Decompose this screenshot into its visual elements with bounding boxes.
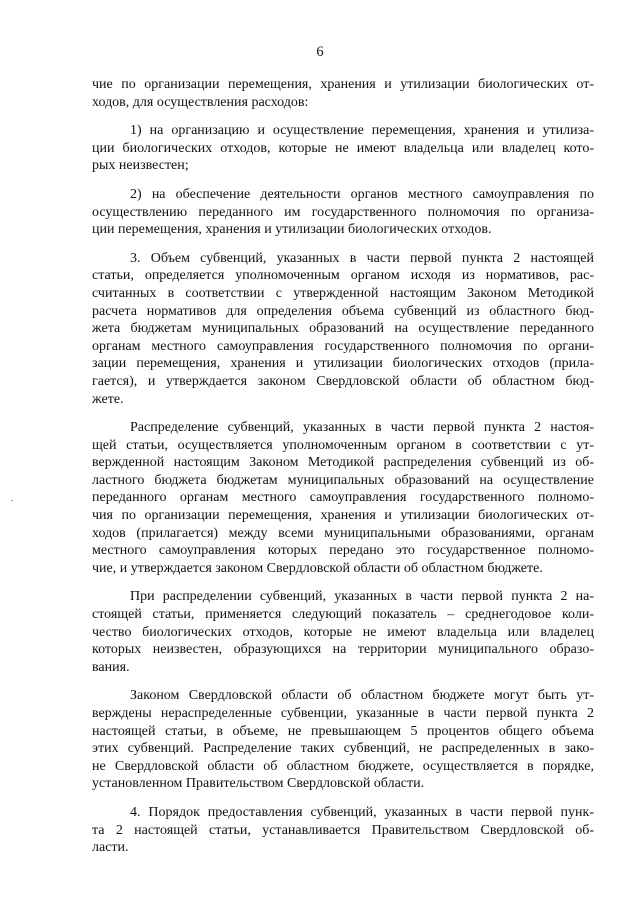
text-line: считанных в соответствии с утвержденной настоящим Законом Методикой: [92, 285, 594, 301]
text-line: та 2 настоящей статьи, устанавливается Правительством Свердловской об-: [92, 822, 594, 838]
text-line: рых неизвестен;: [92, 158, 189, 174]
text-line: 1) на организацию и осуществление перемещения, хранения и утилиза-: [130, 123, 594, 139]
paragraph: [92, 76, 594, 111]
text-line: ции биологических отходов, которые не имеют владельца или владелец кото-: [92, 140, 594, 156]
text-line: чия по организации перемещения, хранения и утилизации биологических от-: [92, 508, 594, 524]
text-line: вержденной настоящим Законом Методикой распределения субвенций из об-: [92, 455, 594, 471]
text-line: переданного органам местного самоуправления государственного полномо-: [92, 490, 594, 506]
text-line: статьи, определяется уполномоченным органом исходя из нормативов, рас-: [92, 268, 594, 284]
paragraph: [92, 250, 594, 408]
text-line: местного самоуправления которых передано это государственное полномо-: [92, 543, 594, 559]
text-line: жете.: [92, 391, 124, 407]
document-body: [92, 76, 594, 868]
text-line: чие, и утверждается законом Свердловской области об областном бюджете.: [92, 560, 543, 576]
text-line: ходов, для осуществления расходов:: [92, 94, 309, 110]
text-line: Распределение субвенций, указанных в части первой пункта 2 настоя-: [130, 420, 594, 436]
paragraph: [92, 122, 594, 175]
paragraph: [92, 687, 594, 793]
text-line: настоящей статьи, в объеме, не превышающем 5 процентов общего объема: [92, 723, 594, 739]
paragraph: [92, 588, 594, 676]
text-line: верждены нераспределенные субвенции, указанные в части первой пункта 2: [92, 706, 594, 721]
text-line: щей статьи, осуществляется уполномоченным органом в соответствии с ут-: [92, 437, 594, 453]
text-line: вания.: [92, 659, 130, 675]
text-line: При распределении субвенций, указанных в части первой пункта 2 на-: [130, 589, 594, 605]
text-line: чество биологических отходов, которые не имеют владельца или владелец: [92, 624, 594, 640]
text-line: установленном Правительством Свердловской области.: [92, 776, 425, 792]
text-line: стоящей статьи, применяется следующий показатель – среднегодовое коли-: [92, 607, 594, 623]
text-line: не Свердловской области об областном бюджете, осуществляется в порядке,: [92, 758, 594, 774]
paragraph: [92, 419, 594, 577]
text-line: чие по организации перемещения, хранения и утилизации биологических от-: [92, 77, 594, 92]
text-line: Законом Свердловской области об областном бюджете могут быть ут-: [130, 688, 594, 704]
text-line: расчета нормативов для определения объема субвенций из областного бюд-: [92, 303, 594, 319]
text-line: жета бюджетам муниципальных образований на осуществление переданного: [92, 321, 594, 337]
text-line: 3. Объем субвенций, указанных в части первой пункта 2 настоящей: [130, 250, 594, 266]
text-line: органам местного самоуправления государственного полномочия по органи-: [92, 338, 594, 354]
text-line: ции перемещения, хранения и утилизации биологических отходов.: [92, 222, 492, 238]
text-line: ластного бюджета бюджетам муниципальных образований на осуществление: [92, 472, 594, 488]
page-number: 6: [316, 44, 324, 60]
text-line: ласти.: [92, 840, 129, 856]
text-line: осуществлению переданного им государственного полномочия по организа-: [92, 204, 594, 220]
text-line: гается), и утверждается законом Свердловской области об областном бюд-: [92, 373, 594, 389]
paragraph: [92, 804, 594, 857]
text-line: ходов (прилагается) между всеми муниципальными образованиями, органам: [92, 525, 594, 541]
text-line: 4. Порядок предоставления субвенций, указанных в части первой пунк-: [130, 804, 594, 820]
paragraph: [92, 186, 594, 239]
text-line: которых неизвестен, образующихся на территории муниципального образо-: [92, 642, 594, 658]
text-line: зации перемещения, хранения и утилизации биологических отходов (прила-: [92, 356, 594, 372]
text-line: этих субвенций. Распределение таких субвенций, не распределенных в зако-: [92, 741, 594, 757]
margin-mark: ·: [10, 495, 14, 507]
text-line: 2) на обеспечение деятельности органов местного самоуправления по: [130, 186, 594, 202]
